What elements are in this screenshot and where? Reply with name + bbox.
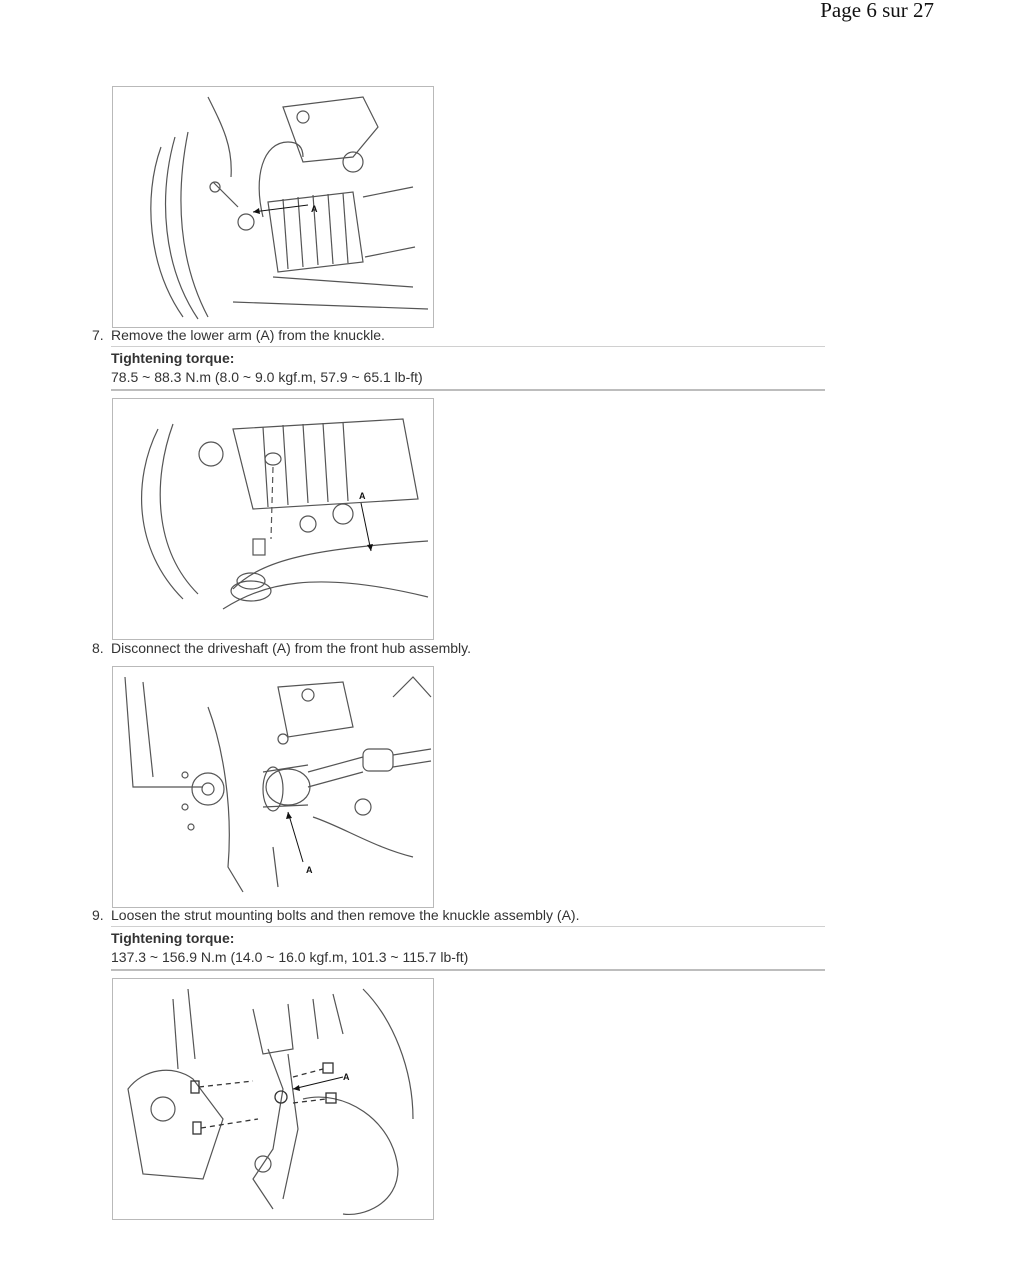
step-text: Remove the lower arm (A) from the knuckle.	[111, 327, 385, 343]
torque-label: Tightening torque:	[111, 350, 235, 366]
step-number: 7.	[92, 327, 104, 343]
torque-label: Tightening torque:	[111, 930, 235, 946]
illustration-driveshaft-sensor	[113, 87, 433, 327]
illustration-lower-arm	[113, 399, 433, 639]
step-7	[92, 327, 385, 343]
step-9	[92, 907, 579, 923]
figure-1-callout: A	[311, 204, 318, 214]
figure-3-callout: A	[306, 865, 313, 875]
figure-2-callout: A	[359, 491, 366, 501]
illustration-driveshaft-hub	[113, 667, 433, 907]
figure-driveshaft-hub	[112, 666, 434, 908]
step-number: 8.	[92, 640, 104, 656]
page-number: Page 6 sur 27	[820, 0, 934, 22]
torque-value: 137.3 ~ 156.9 N.m (14.0 ~ 16.0 kgf.m, 101.3 ~ 115.7 lb-ft)	[111, 949, 469, 965]
illustration-knuckle-assembly	[113, 979, 433, 1219]
step-8	[92, 640, 471, 656]
figure-4-callout: A	[343, 1072, 350, 1082]
torque-box-step-9	[111, 926, 825, 971]
torque-value: 78.5 ~ 88.3 N.m (8.0 ~ 9.0 kgf.m, 57.9 ~ 65.1 lb-ft)	[111, 369, 423, 385]
step-text: Disconnect the driveshaft (A) from the front hub assembly.	[111, 640, 472, 656]
figure-driveshaft-sensor	[112, 86, 434, 328]
figure-knuckle-assembly	[112, 978, 434, 1220]
step-number: 9.	[92, 907, 104, 923]
torque-box-step-7	[111, 346, 825, 391]
figure-lower-arm	[112, 398, 434, 640]
step-text: Loosen the strut mounting bolts and then remove the knuckle assembly (A).	[111, 907, 580, 923]
